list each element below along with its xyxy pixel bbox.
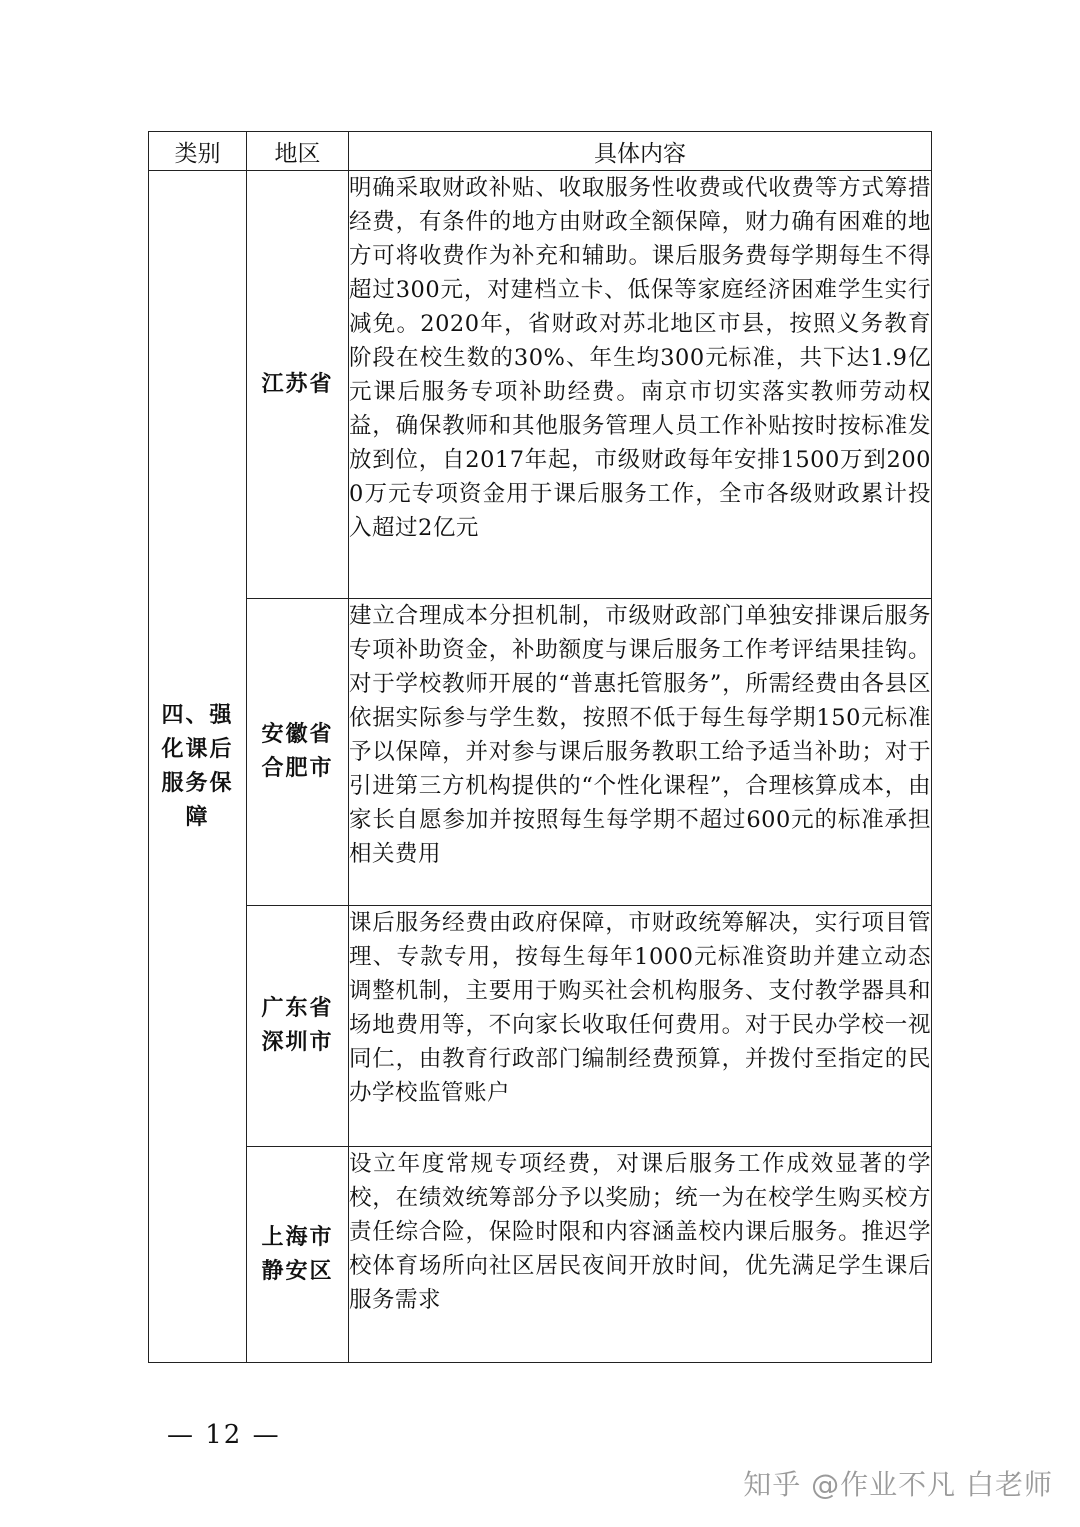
table-row	[149, 906, 932, 1147]
policy-table	[148, 131, 932, 1363]
region-cell	[247, 1147, 349, 1363]
category-label: 四、强化课后服务保障	[161, 702, 234, 830]
header-region: 地区	[247, 132, 349, 171]
policy-table-container	[148, 131, 931, 1363]
table-row	[149, 599, 932, 906]
content-cell: 课后服务经费由政府保障，市财政统筹解决，实行项目管理、专款专用，按每生每年1000元标准资助并建立动态调整机制，主要用于购买社会机构服务、支付教学器具和场地费用等，不向家长收取任何费用。对于民办学校一视同仁，由教育行政部门编制经费预算，并拨付至指定的民办学校监管账户	[349, 906, 932, 1147]
region-cell	[247, 906, 349, 1147]
header-category: 类别	[149, 132, 247, 171]
region-label: 广东省深圳市	[261, 996, 334, 1055]
table-header-row	[149, 132, 932, 171]
region-cell	[247, 171, 349, 599]
content-cell: 建立合理成本分担机制，市级财政部门单独安排课后服务专项补助资金，补助额度与课后服务工作考评结果挂钩。对于学校教师开展的“普惠托管服务”，所需经费由各县区依据实际参与学生数，按照不低于每生每学期150元标准予以保障，并对参与课后服务教职工给予适当补助；对于引进第三方机构提供的“个性化课程”，合理核算成本，由家长自愿参加并按照每生每学期不超过600元的标准承担相关费用	[349, 599, 932, 906]
table-row	[149, 1147, 932, 1363]
region-cell	[247, 599, 349, 906]
table-row	[149, 171, 932, 599]
region-label: 上海市静安区	[261, 1224, 334, 1284]
watermark: 知乎 @作业不凡 白老师	[743, 1468, 1053, 1501]
category-cell	[149, 171, 247, 1363]
page-number: — 12 —	[167, 1420, 281, 1450]
content-cell: 明确采取财政补贴、收取服务性收费或代收费等方式筹措经费，有条件的地方由财政全额保障，财力确有困难的地方可将收费作为补充和辅助。课后服务费每学期每生不得超过300元，对建档立卡、低保等家庭经济困难学生实行减免。2020年，省财政对苏北地区市县，按照义务教育阶段在校生数的30%、年生均300元标准，共下达1.9亿元课后服务专项补助经费。南京市切实落实教师劳动权益，确保教师和其他服务管理人员工作补贴按时按标准发放到位，自2017年起，市级财政每年安排1500万到2000万元专项资金用于课后服务工作，全市各级财政累计投入超过2亿元	[349, 171, 932, 599]
region-label: 江苏省	[261, 371, 334, 397]
region-label: 安徽省合肥市	[261, 722, 334, 781]
header-content: 具体内容	[349, 132, 932, 171]
content-cell: 设立年度常规专项经费，对课后服务工作成效显著的学校，在绩效统筹部分予以奖励；统一为在校学生购买校方责任综合险，保险时限和内容涵盖校内课后服务。推迟学校体育场所向社区居民夜间开放时间，优先满足学生课后服务需求	[349, 1147, 932, 1363]
